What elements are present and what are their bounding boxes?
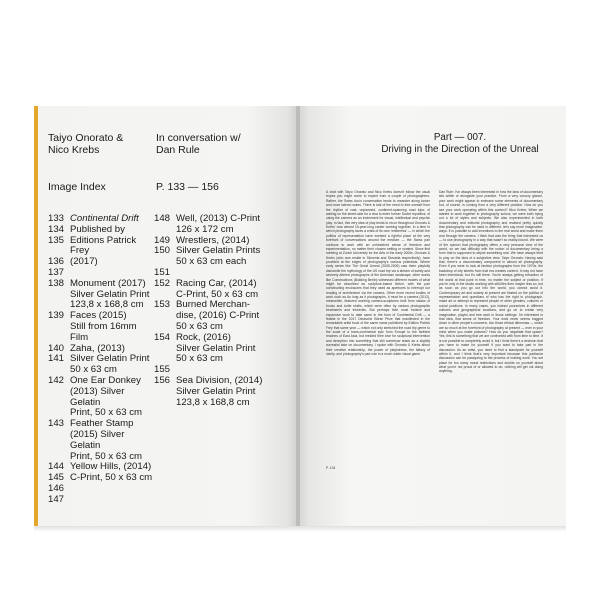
index-entry-line: 50 x 63 cm bbox=[176, 320, 223, 332]
index-entry-line: Well, (2013) C-Print bbox=[176, 213, 261, 224]
index-entry-number: 142 bbox=[48, 374, 65, 386]
left-page bbox=[34, 106, 298, 526]
index-entry-number: 140 bbox=[48, 342, 65, 354]
index-entry-line: Yellow Hills, (2014) bbox=[70, 461, 152, 473]
index-entry-line: Sea Division, (2014) bbox=[176, 374, 263, 386]
index-entry-number: 139 bbox=[48, 310, 65, 322]
index-entry bbox=[48, 473, 156, 484]
conversation-heading bbox=[156, 132, 276, 156]
index-entry-number: 150 bbox=[154, 245, 171, 257]
book-gutter bbox=[296, 106, 300, 526]
index-entry bbox=[48, 484, 156, 495]
index-entry-line: (2015) Silver Gelatin bbox=[70, 428, 125, 451]
index-entry-line: 50 x 63 cm each bbox=[176, 256, 247, 268]
index-entry-number: 135 bbox=[48, 234, 65, 246]
index-entry-line: C-Print, 50 x 63 cm bbox=[176, 288, 259, 300]
index-entry-number: 143 bbox=[48, 418, 65, 430]
index-entry-line: 50 x 63 cm bbox=[70, 364, 117, 376]
index-entry-line: Silver Gelatin Print bbox=[70, 288, 150, 300]
conversation-line-2: Dan Rule bbox=[156, 144, 200, 156]
index-entry-caption bbox=[176, 214, 294, 236]
index-entry bbox=[48, 257, 156, 268]
index-entry-caption bbox=[176, 376, 294, 408]
index-entry-line: Feather Stamp bbox=[70, 418, 134, 430]
index-entry bbox=[48, 354, 156, 376]
part-heading: Driving in the Direction of the Unreal bbox=[381, 143, 539, 155]
index-entry-number: 153 bbox=[154, 299, 171, 311]
index-entry-line: Zaha, (2013) bbox=[70, 342, 125, 354]
index-entry-caption bbox=[70, 495, 156, 506]
index-entry-number: 148 bbox=[154, 213, 171, 224]
index-entry-caption bbox=[70, 225, 156, 236]
index-entry bbox=[48, 236, 156, 258]
part-title bbox=[360, 132, 560, 155]
index-entry bbox=[154, 279, 294, 301]
index-entry-line: Silver Gelatin Prints bbox=[176, 245, 261, 257]
index-entry-caption bbox=[70, 484, 156, 495]
index-entry-number: 138 bbox=[48, 277, 65, 289]
index-entry-number: 155 bbox=[154, 364, 171, 376]
index-entry-line: One Ear Donkey bbox=[70, 374, 141, 386]
index-entry-line: Wrestlers, (2014) bbox=[176, 234, 250, 246]
index-entry bbox=[48, 279, 156, 311]
index-entry-line: Print, 50 x 63 cm bbox=[70, 450, 142, 462]
index-entry-line: C-Print, 50 x 63 cm bbox=[70, 472, 153, 484]
index-entry-number: 147 bbox=[48, 493, 65, 505]
index-entry-line: Silver Gelatin Print bbox=[176, 342, 256, 354]
index-entry-caption bbox=[70, 376, 156, 419]
index-entry bbox=[154, 333, 294, 365]
book-shadow bbox=[34, 526, 566, 532]
index-entry-caption bbox=[176, 333, 294, 365]
index-entry-line: Faces (2015) bbox=[70, 310, 127, 322]
index-entry bbox=[48, 311, 156, 343]
index-entry-line bbox=[70, 495, 156, 506]
index-entry-number: 136 bbox=[48, 256, 65, 268]
index-entry-number: 152 bbox=[154, 277, 171, 289]
body-text-column-left: A chat with Taiyo Onorato and Nico Krebs doesn't follow the usual tropes you might come to expect from a couple of photographers. Rather, the Swiss duo's conversation tends to meander along looser and more lateral routes. There is talk of the need to free oneself from the rhythm of vast, unplanned, continent-spanning road trips; of waiting on the street-side for a visa to enter former Soviet republics; of using the camera as an instrument for visual, intellectual and psychic play. In fact, this very idea of play tends to recur throughout Onorato & Krebs' now almost 15-year-long career working together. In a time in which photography faces a crisis of its own 'whiteness' — in which the politics of representation have wrested a rightful place at the very forefront of conversations around the medium — the Swiss pair continue to work with an unhindered sense of freedom and experimentation, no matter their chosen setting or context. Since first meeting at Zurich University for the Arts in the early 2000s, Onorato & Krebs (who now reside in Slovenia and Slovakia respectively), have provided at the edges of photography's various potentials. Where early series like The Great Unreal (2005-2009) saw them playfully dismantle the mythology of the US road trip via a stream of subtly and severely altered photographs of the American landscape, other works like Constructions (Building Berlin) witnessed different modes of what might be described as sculpture-based fiction, with the pair constructing enclosures that they used as apertures to interrupt our reading of architecture via the camera. Other more recent bodies of work such as As long as it photographs, it must be a camera (2012), meanwhile, featured working camera-sculptures built from stacks of books and turtle shells, which were often by various photographic treatments and trickeries. But perhaps their most incisive and expansive work to date came in the form of Continental Drift — a finalist in the 2017 Deutsche Börse Prize that manifested in the remarkable artist book of the same name published by Edition Patrick Frey that same year — which not only stretched the road trip genre to the scale of a trans-continental epic from Europe to the farthest reaches of East Asia, but melded their love for sculptural intervention and deception into something that still somehow reads as a slightly surrealist take on documentary. I spoke with Onorato & Krebs about their creative relationship, the power of playfulness, the fallacy of clarity, and photography's part role in a much wider visual game. bbox=[326, 190, 430, 356]
index-entry-line: dise, (2016) C-Print bbox=[176, 310, 260, 322]
index-entry bbox=[154, 214, 294, 236]
index-entry bbox=[48, 225, 156, 236]
index-entry-caption bbox=[70, 257, 156, 268]
index-entry bbox=[48, 419, 156, 462]
index-entry bbox=[154, 300, 294, 332]
index-entry-line: 126 x 172 cm bbox=[176, 223, 234, 235]
index-entry-number: 137 bbox=[48, 266, 65, 278]
image-index-pages: P. 133 — 156 bbox=[156, 181, 219, 193]
authors-heading bbox=[48, 132, 158, 156]
authors-line-2: Nico Krebs bbox=[48, 144, 100, 156]
index-entry bbox=[48, 495, 156, 506]
index-entry-line: (2013) Silver Gelatin bbox=[70, 385, 125, 408]
image-index-left-column bbox=[48, 214, 156, 506]
index-entry-caption bbox=[176, 246, 294, 268]
index-entry-line bbox=[70, 484, 156, 495]
index-entry-caption bbox=[70, 473, 156, 484]
index-entry-line: Burned Merchan- bbox=[176, 299, 251, 311]
index-entry-caption bbox=[176, 279, 294, 301]
index-entry bbox=[48, 376, 156, 419]
index-entry-caption bbox=[70, 354, 156, 376]
body-text-column-right: Dan Rule: I've always been interested in how the idea of documentary sits within or alongside your practice. From a very cursory glance, your work might appear to embrace some elements of documentary but, of course, is coming from a very different position. How do you see your work operating within this context? Nico Krebs: When we started to work together in photography school, we were both trying out a lot of styles and subjects. We also experimented in both documentary and editorial photography and realised pretty quickly that photography can be used in different, let's say more imaginative, ways. It is possible to add inventions to the real world and make them real through the camera. I think that was the thing that interested us — to use photography in a way that wasn't so reality-bound. We were of the opinion that photography offers a very personal view of the world, so we had difficulty with the notion of documentary being a form that is supposed to depict something real. We have always tried to play on the idea of a subjective view. Taiyo Onorato: Having said that, there's a documentary component in almost all photography. Even if you were to look at fashion photographs from the 1970s, the backdrop of city streets from that era creates context. It may not have been intentional, but it's still there. You're always getting refraction of the world at that point in time, no matter the subject or position. If you're only in the studio working with still-lifes then maybe less so, but as soon as you go out into the world, you cannot avoid it. Contemporary art and society at present are fixated on the politics of representation and questions of who has the right to photograph, make art or attempt to represent people of other genders, cultures or social positions. In many cases, you indeed yourselves in different cultures and geographical locations, and go on to create very imaginative, playful and free work in those settings. I'm interested in that idea, that sense of freedom. Your work never seems bogged down in other people's concerns. Are those ethical dilemmas — which are so much at the forefront of photography at present — ever in your mind when you make pictures? How do you negotiate that space? Yes, this is something that we are confronted with from time to time. It is not possible to completely avoid it, but I think there's a decision that you have to make for yourself if you want to take part in the discussion. As an artist, you need to find a standpoint for yourself within it, and I think that's very important because this particular discussion can be paralyzing to the process of making work. You set place for too many moral restrictions and doubts on yourself about what you're not proud of or allowed to do, nothing will get out doing anything. bbox=[439, 190, 543, 374]
right-page bbox=[298, 106, 566, 526]
index-entry-number: 149 bbox=[154, 234, 171, 246]
index-entry-number: 146 bbox=[48, 482, 65, 494]
open-book bbox=[34, 106, 566, 526]
index-entry-caption bbox=[70, 311, 156, 343]
index-entry-line: Editions Patrick Frey bbox=[70, 234, 137, 257]
index-entry-line: Silver Gelatin Print bbox=[176, 385, 256, 397]
index-entry-caption bbox=[70, 236, 156, 258]
index-entry-caption bbox=[70, 419, 156, 462]
index-entry-line: Rock, (2016) bbox=[176, 331, 231, 343]
index-entry-caption bbox=[176, 300, 294, 332]
index-entry-number: 154 bbox=[154, 331, 171, 343]
index-entry-line: Print, 50 x 63 cm bbox=[70, 407, 142, 419]
index-entry-line: Monument (2017) bbox=[70, 277, 146, 289]
index-entry-line: Racing Car, (2014) bbox=[176, 277, 257, 289]
image-index-right-column bbox=[154, 214, 294, 408]
index-entry-line: (2017) bbox=[70, 256, 98, 268]
index-entry-line: Still from 16mm Film bbox=[70, 320, 137, 343]
image-index-title: Image Index bbox=[48, 181, 106, 193]
index-entry-number: 156 bbox=[154, 374, 171, 386]
index-entry bbox=[154, 376, 294, 408]
part-number: Part — 007. bbox=[433, 132, 487, 143]
index-entry-number: 133 bbox=[48, 213, 65, 224]
index-entry-line: 123,8 x 168,8 cm bbox=[70, 299, 144, 311]
index-entry-number: 134 bbox=[48, 223, 65, 235]
index-entry-line: 123,8 x 168,8 cm bbox=[176, 396, 250, 408]
index-entry-number: 141 bbox=[48, 353, 65, 365]
index-entry-number: 144 bbox=[48, 461, 65, 473]
page-number: P. 134 bbox=[326, 466, 336, 470]
conversation-line-1: In conversation w/ bbox=[156, 132, 241, 144]
index-entry-line: Published by bbox=[70, 223, 125, 235]
index-entry bbox=[154, 246, 294, 268]
index-entry-line: 50 x 63 cm bbox=[176, 353, 223, 365]
authors-line-1: Taiyo Onorato & bbox=[48, 132, 124, 144]
index-entry-line: Continental Drift bbox=[70, 213, 139, 224]
index-entry-line: Silver Gelatin Print bbox=[70, 353, 150, 365]
index-entry-number: 145 bbox=[48, 472, 65, 484]
index-entry-caption bbox=[70, 279, 156, 311]
index-entry-number: 151 bbox=[154, 266, 171, 278]
